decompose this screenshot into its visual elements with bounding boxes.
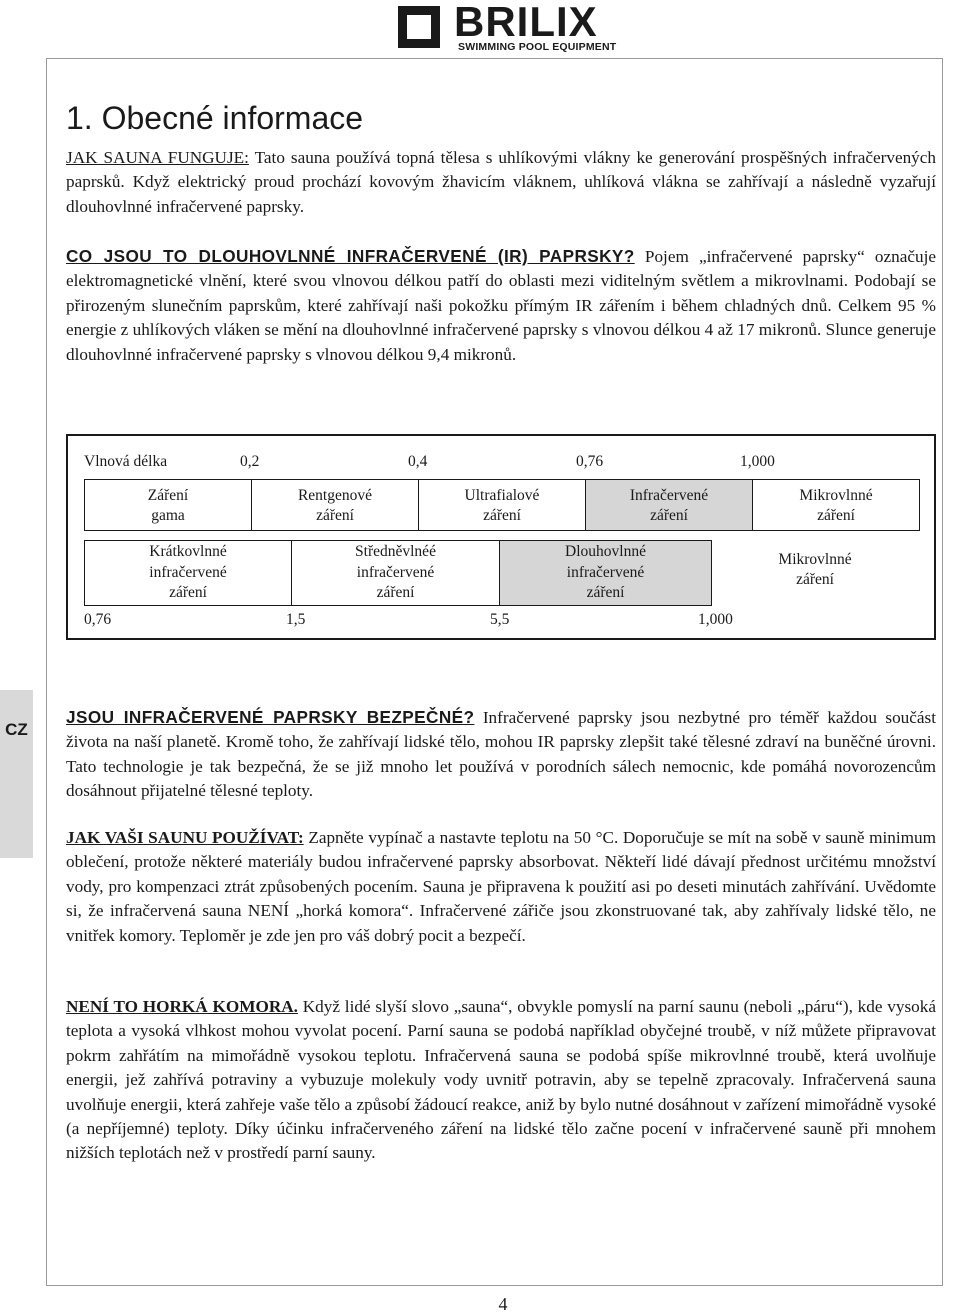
paragraph-text: Infračervené paprsky jsou nezbytné pro téměř každou součást života na naší planetě. Kromě toho, že zahřívají lidské tělo, mohou IR paprsky zlepšit také tělesné zdraví na buněčné úrovni. Tato technologie je tak bezpečná, že se již mnoho let používá v porodních sálech nemocnic, kde pomáhá novorozencům dosáhnout přijatelné tělesné teploty.: [66, 708, 936, 801]
brand-logo: [392, 0, 960, 58]
ir-band-row: [68, 540, 934, 608]
paragraph-text: Tato sauna používá topná tělesa s uhlíkovými vlákny ke generování prospěšných infračervených paprsků. Když elektrický proud prochází kovovým žhavicím vláknem, uhlíková vlákna se zahřívají a následně vyzařují dlouhovlnné infračervené paprsky.: [66, 148, 936, 216]
ir-band-short: Krátkovlnné infračervené záření: [84, 540, 292, 606]
band-gamma: Záření gama: [85, 480, 252, 530]
paragraph-heading: CO JSOU TO DLOUHOVLNNÉ INFRAČERVENÉ (IR) PAPRSKY?: [66, 246, 635, 266]
em-band-row: [84, 479, 920, 531]
logo-square-icon: [398, 6, 440, 48]
paragraph-heading: JAK VAŠI SAUNU POUŽÍVAT:: [66, 828, 304, 847]
language-tab: CZ: [0, 690, 33, 858]
wavelength-tick: 0,76: [576, 453, 604, 470]
ir-tick: 5,5: [490, 611, 510, 628]
band-ultraviolet: Ultrafialové záření: [419, 480, 586, 530]
paragraph-text: Když lidé slyší slovo „sauna“, obvykle pomyslí na parní saunu (neboli „páru“), kde vysoká teplota a vysoká vlhkost mohou vyvolat pocení. Parní sauna se podobá například obyčejné troubě, v níž můžete připravovat pokrm zahřátím na mimořádně vysokou teplotu. Infračervená sauna se podobá spíše mikrovlnné troubě, která uvolňuje energii, jež zahřívá potraviny a vybuzuje molekuly vody uvnitř potravin, aby se tepelně zpracovaly. Infračervená sauna uvolňuje energii, která zahřeje vaše tělo a způsobí žádoucí reakce, aniž by bylo nutné dosáhnout v zařízení mimořádně vysoké (a nepříjemné) teploty. Díky účinku infračerveného záření na lidské tělo začne pocení v infračervené sauně při mnohem nižších teplotách než v prostředí parní sauny.: [66, 997, 936, 1163]
wavelength-tick: 1,000: [740, 453, 775, 470]
ir-tick: 1,5: [286, 611, 306, 628]
ir-tick: 0,76: [84, 611, 112, 628]
ir-band-long: Dlouhovlnné infračervené záření: [500, 540, 712, 606]
wavelength-tick: 0,2: [240, 453, 260, 470]
paragraph-how-to-use: [66, 826, 936, 948]
paragraph-text: Pojem „infračervené paprsky“ označuje elektromagnetické vlnění, které svou vlnovou délkou patří do oblasti mezi viditelným světlem a mikrovlnami. Podobají se přirozeným slunečním paprskům, které zahřívají naši pokožku přímým IR zářením i během chladných dnů. Celkem 95 % energie z uhlíkových vláken se mění na dlouhovlnné infračervené paprsky s vlnovou délkou 4 až 17 mikronů. Slunce generuje dlouhovlnné infračervené paprsky s vlnovou délkou 9,4 mikronů.: [66, 247, 936, 364]
page-number: 4: [498, 1294, 508, 1314]
ir-band-medium: Středněvlnéé infračervené záření: [292, 540, 500, 606]
brand-name: BRILIX: [454, 0, 598, 45]
spectrum-diagram: [66, 434, 936, 640]
section-title: 1. Obecné informace: [66, 100, 364, 136]
band-xray: Rentgenové záření: [252, 480, 419, 530]
wavelength-tick: 0,4: [408, 453, 428, 470]
paragraph-heading: JAK SAUNA FUNGUJE:: [66, 148, 249, 167]
paragraph-are-ir-safe: [66, 705, 936, 804]
band-infrared: Infračervené záření: [586, 480, 753, 530]
paragraph-heading: JSOU INFRAČERVENÉ PAPRSKY BEZPEČNÉ?: [66, 707, 475, 727]
brand-tagline: SWIMMING POOL EQUIPMENT: [458, 41, 617, 53]
paragraph-what-are-ir-rays: [66, 244, 936, 367]
paragraph-heading: NENÍ TO HORKÁ KOMORA.: [66, 997, 298, 1016]
paragraph-how-sauna-works: [66, 146, 936, 219]
wavelength-label: Vlnová délka: [84, 453, 168, 470]
ir-tick: 1,000: [698, 611, 733, 628]
paragraph-text: Zapněte vypínač a nastavte teplotu na 50 °C. Doporučuje se mít na sobě v sauně minimum oblečení, protože některé materiály budou infračervené paprsky absorbovat. Někteří lidé dávají přednost určitému množství vody, pro kompenzaci ztrát způsobených pocením. Sauna je připravena k použití asi po deseti minutách zahřívání. Uvědomte si, že infračervená sauna NENÍ „horká komora“. Infračervené zářiče jsou zkonstruované tak, aby zahřívaly lidské tělo, ne vnitřek komory. Teploměr je zde jen pro váš dobrý pocit a bezpečí.: [66, 828, 936, 945]
ir-band-microwave: Mikrovlnné záření: [778, 550, 852, 588]
paragraph-not-hot-room: [66, 995, 936, 1166]
band-microwave: Mikrovlnné záření: [799, 486, 873, 524]
